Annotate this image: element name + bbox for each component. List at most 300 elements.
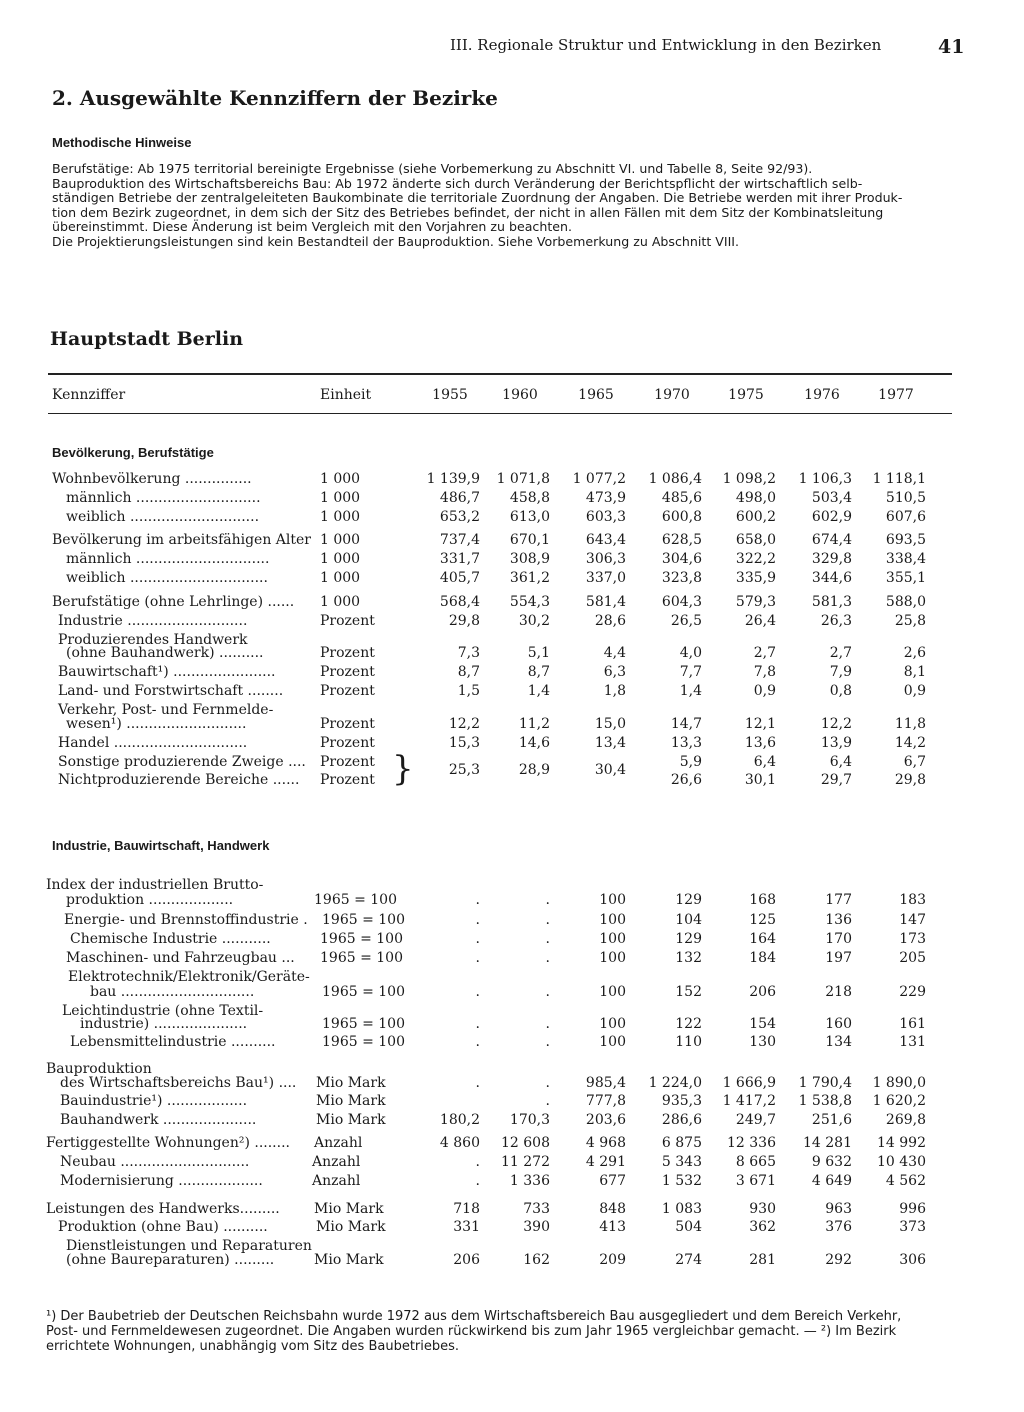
merged-value: 30,4 [594,762,626,778]
row-value: 100 [599,1034,626,1050]
row-value: . [545,950,550,966]
row-value: 206 [749,984,776,1000]
row-value: 29,8 [448,613,480,629]
row-value: 1 118,1 [872,471,926,487]
table-row [0,683,1024,701]
methods-line: ständigen Betriebe der zentralgeleiteten Baukombinate die territoriale Zuordnung der Angaben. Die Betriebe werden mit ihrer Produk- [52,190,903,206]
row-value: 1 139,9 [426,471,480,487]
row-value: 2,7 [829,645,852,661]
row-value: 1 077,2 [572,471,626,487]
row-unit: 1 000 [320,551,361,567]
row-value: 306,3 [585,551,626,567]
row-value: 588,0 [885,594,926,610]
row-value: 205 [899,950,926,966]
header-year: 1976 [804,387,840,403]
row-value: . [545,931,550,947]
row-value: 985,4 [585,1075,626,1091]
row-value: 25,8 [894,613,926,629]
section-heading: Bevölkerung, Berufstätige [52,445,214,460]
table-row [0,1154,1024,1172]
merged-value: 28,9 [518,762,550,778]
row-value: 996 [899,1201,926,1217]
row-value: 737,4 [439,532,480,548]
row-unit: 1965 = 100 [322,912,405,928]
table-row [0,490,1024,508]
row-value: 390 [523,1219,550,1235]
row-value: 1 666,9 [722,1075,776,1091]
row-label: bau .............................. [90,984,255,1000]
row-label: Nichtproduzierende Bereiche ...... [58,772,300,788]
table-row [0,931,1024,949]
row-value: 286,6 [661,1112,702,1128]
row-value: 13,3 [670,735,702,751]
row-unit: Prozent [320,754,375,770]
header-year: 1965 [578,387,614,403]
table-row [0,735,1024,753]
row-value: 125 [749,912,776,928]
row-value: 1 417,2 [722,1093,776,1109]
row-value: 8 665 [735,1154,776,1170]
row-value: 203,6 [585,1112,626,1128]
row-value: 613,0 [509,509,550,525]
row-value: 209 [599,1252,626,1268]
table-row [0,1219,1024,1237]
header-year: 1955 [432,387,468,403]
row-value: 164 [749,931,776,947]
row-value: 628,5 [661,532,702,548]
row-value: 693,5 [885,532,926,548]
row-value: 1 086,4 [648,471,702,487]
table-top-rule [48,373,952,375]
row-value: 110 [675,1034,702,1050]
row-value: 12,2 [820,716,852,732]
row-label: Lebensmittelindustrie .......... [70,1034,276,1050]
row-value: 6,7 [903,754,926,770]
row-value: 337,0 [585,570,626,586]
row-value: 658,0 [735,532,776,548]
table-row [0,471,1024,489]
row-value: 604,3 [661,594,702,610]
row-value: 134 [825,1034,852,1050]
brace-glyph: } [392,749,414,789]
methods-line: Die Projektierungsleistungen sind kein Bestandteil der Bauproduktion. Siehe Vorbemerkung zu Abschnitt VIII. [52,233,740,249]
row-value: 4,0 [679,645,702,661]
row-value: 674,4 [811,532,852,548]
row-value: . [545,984,550,1000]
row-unit: 1965 = 100 [320,931,403,947]
row-value: 603,3 [585,509,626,525]
row-value: 1,4 [679,683,702,699]
table-row [0,532,1024,550]
row-label: Bauindustrie¹) .................. [60,1093,248,1109]
row-value: 147 [899,912,926,928]
row-value: 173 [899,931,926,947]
row-value: 162 [523,1252,550,1268]
table-row [0,613,1024,631]
row-value: 15,3 [448,735,480,751]
row-value: 308,9 [509,551,550,567]
row-label: Verkehr, Post- und Fernmelde- [58,702,274,718]
row-value: 1 336 [509,1173,550,1189]
row-value: 183 [899,892,926,908]
row-label: Produzierendes Handwerk [58,632,248,648]
row-value: 8,7 [457,664,480,680]
row-value: 15,0 [594,716,626,732]
row-value: 130 [749,1034,776,1050]
row-label: Land- und Forstwirtschaft ........ [58,683,284,699]
row-value: 180,2 [439,1112,480,1128]
row-value: 2,7 [753,645,776,661]
row-value: 1 098,2 [722,471,776,487]
row-value: 129 [675,931,702,947]
row-value: 607,6 [885,509,926,525]
row-value: 338,4 [885,551,926,567]
row-value: . [475,1173,480,1189]
row-value: 177 [825,892,852,908]
table-row [0,551,1024,569]
row-value: 653,2 [439,509,480,525]
row-value: 30,1 [744,772,776,788]
row-unit: Prozent [320,772,375,788]
row-unit: Anzahl [314,1135,363,1151]
row-value: 848 [599,1201,626,1217]
page-number: 41 [938,36,965,58]
row-unit: 1 000 [320,532,361,548]
row-value: 602,9 [811,509,852,525]
table-row [0,509,1024,527]
row-value: 458,8 [509,490,550,506]
row-value: 14,7 [670,716,702,732]
row-value: 306 [899,1252,926,1268]
row-value: 568,4 [439,594,480,610]
row-value: 206 [453,1252,480,1268]
row-value: 8,7 [527,664,550,680]
methods-heading: Methodische Hinweise [52,135,192,150]
row-value: . [545,1075,550,1091]
row-unit: Mio Mark [314,1252,384,1268]
row-unit: 1965 = 100 [322,1016,405,1032]
row-value: 13,9 [820,735,852,751]
row-value: 376 [825,1219,852,1235]
row-label: (ohne Bauhandwerk) .......... [66,645,264,661]
row-label: wesen¹) ........................... [66,716,247,732]
methods-line: Bauproduktion des Wirtschaftsbereichs Bau: Ab 1972 änderte sich durch Veränderung der Berichtspflicht der wirtschaftlich selb- [52,175,863,191]
table-row [0,912,1024,930]
row-value: 7,8 [753,664,776,680]
header-year: 1970 [654,387,690,403]
row-label: Bauwirtschaft¹) ....................... [58,664,276,680]
section-title: 2. Ausgewählte Kennziffern der Bezirke [52,86,498,110]
row-label: (ohne Baureparaturen) ......... [66,1252,275,1268]
row-unit: 1 000 [320,594,361,610]
row-value: . [475,912,480,928]
row-label: Leichtindustrie (ohne Textil- [62,1003,264,1019]
row-label: männlich ............................ [66,490,261,506]
row-value: 12,1 [744,716,776,732]
row-value: 503,4 [811,490,852,506]
row-label: produktion ................... [66,892,234,908]
row-value: 281 [749,1252,776,1268]
row-value: 1,4 [527,683,550,699]
row-value: 5 343 [661,1154,702,1170]
row-value: 5,1 [527,645,550,661]
row-value: 1 532 [661,1173,702,1189]
row-value: 122 [675,1016,702,1032]
row-unit: Mio Mark [316,1093,386,1109]
row-unit: 1965 = 100 [322,1034,405,1050]
row-label: des Wirtschaftsbereichs Bau¹) .... [60,1075,297,1091]
row-unit: Mio Mark [314,1201,384,1217]
row-value: 7,7 [679,664,702,680]
row-value: 11,8 [894,716,926,732]
row-unit: Anzahl [312,1154,361,1170]
row-value: 8,1 [903,664,926,680]
table-header-rule [48,413,952,414]
row-value: 304,6 [661,551,702,567]
row-label: Chemische Industrie ........... [70,931,271,947]
row-value: 405,7 [439,570,480,586]
row-value: 473,9 [585,490,626,506]
row-unit: Prozent [320,716,375,732]
footnote-line: ¹) Der Baubetrieb der Deutschen Reichsbahn wurde 1972 aus dem Wirtschaftsbereich Bau ausgegliedert und dem Bereich Verkehr, [46,1309,902,1324]
row-label: Leistungen des Handwerks......... [46,1201,280,1217]
row-value: 249,7 [735,1112,776,1128]
table-row [0,1075,1024,1093]
row-value: . [545,1093,550,1109]
row-value: 14 992 [877,1135,926,1151]
row-value: 197 [825,950,852,966]
row-value: 29,8 [894,772,926,788]
row-value: 322,2 [735,551,776,567]
row-value: 0,9 [903,683,926,699]
merged-value: 25,3 [448,762,480,778]
row-value: 6,4 [829,754,852,770]
row-value: 7,9 [829,664,852,680]
row-value: 292 [825,1252,852,1268]
methods-line: Berufstätige: Ab 1975 territorial bereinigte Ergebnisse (siehe Vorbemerkung zu Abschnitt VI. und Tabelle 8, Seite 92/93). [52,161,813,176]
row-label: Bauproduktion [46,1061,152,1077]
row-value: 670,1 [509,532,550,548]
row-value: 160 [825,1016,852,1032]
row-label: Industrie ........................... [58,613,248,629]
table-row [0,1112,1024,1130]
row-value: 4 968 [585,1135,626,1151]
row-value: 4 291 [585,1154,626,1170]
row-unit: 1 000 [320,490,361,506]
row-label: Energie- und Brennstoffindustrie . [64,912,308,928]
row-value: 600,2 [735,509,776,525]
table-row [0,594,1024,612]
row-value: 9 632 [811,1154,852,1170]
row-value: 1 083 [661,1201,702,1217]
row-value: 1 224,0 [648,1075,702,1091]
row-value: 930 [749,1201,776,1217]
row-value: 323,8 [661,570,702,586]
row-label: Bauhandwerk ..................... [60,1112,257,1128]
row-value: 498,0 [735,490,776,506]
row-value: 554,3 [509,594,550,610]
row-value: 154 [749,1016,776,1032]
row-value: 733 [523,1201,550,1217]
row-value: 14,2 [894,735,926,751]
row-value: 355,1 [885,570,926,586]
row-value: 30,2 [518,613,550,629]
row-unit: Mio Mark [316,1112,386,1128]
row-unit: 1 000 [320,570,361,586]
row-label: Handel .............................. [58,735,248,751]
row-value: . [475,1016,480,1032]
row-value: 1 790,4 [798,1075,852,1091]
row-value: 131 [899,1034,926,1050]
row-value: 777,8 [585,1093,626,1109]
row-unit: Mio Mark [316,1219,386,1235]
row-value: 1 106,3 [798,471,852,487]
row-value: 581,4 [585,594,626,610]
row-value: 6,3 [603,664,626,680]
row-value: 510,5 [885,490,926,506]
row-value: 579,3 [735,594,776,610]
row-value: 26,3 [820,613,852,629]
row-value: 643,4 [585,532,626,548]
row-value: . [545,912,550,928]
row-label: Maschinen- und Fahrzeugbau ... [66,950,295,966]
row-value: 129 [675,892,702,908]
row-value: 100 [599,931,626,947]
row-value: . [545,1016,550,1032]
row-value: 4,4 [603,645,626,661]
row-value: 26,5 [670,613,702,629]
row-value: 100 [599,1016,626,1032]
methods-line: tion dem Bezirk zugeordnet, in dem sich der Sitz des Betriebes befindet, der nicht in allen Fällen mit dem Sitz der Kombinatsleitung [52,204,884,220]
row-unit: Anzahl [312,1173,361,1189]
row-value: 100 [599,984,626,1000]
row-value: 362 [749,1219,776,1235]
region-title: Hauptstadt Berlin [50,328,244,350]
row-value: 413 [599,1219,626,1235]
row-value: 4 860 [439,1135,480,1151]
row-value: 12 336 [727,1135,776,1151]
table-row [0,1173,1024,1191]
row-value: 100 [599,892,626,908]
row-value: 581,3 [811,594,852,610]
row-value: 136 [825,912,852,928]
row-value: 0,9 [753,683,776,699]
row-value: 26,4 [744,613,776,629]
row-value: 373 [899,1219,926,1235]
row-value: 229 [899,984,926,1000]
table-row [0,570,1024,588]
row-label: Elektrotechnik/Elektronik/Geräte- [68,969,310,985]
row-unit: 1 000 [320,509,361,525]
row-value: 1,8 [603,683,626,699]
row-label: industrie) ..................... [80,1016,248,1032]
row-value: . [475,984,480,1000]
row-value: 14 281 [803,1135,852,1151]
row-value: 1 538,8 [798,1093,852,1109]
row-value: . [475,931,480,947]
table-row [0,645,1024,663]
row-value: 170,3 [509,1112,550,1128]
table-row [0,1201,1024,1219]
header-year: 1960 [502,387,538,403]
row-label: weiblich ............................. [66,509,260,525]
row-value: 100 [599,950,626,966]
row-label: Produktion (ohne Bau) .......... [58,1219,268,1235]
row-value: 344,6 [811,570,852,586]
footnote [46,1309,964,1354]
row-value: 168 [749,892,776,908]
row-unit: Prozent [320,683,375,699]
row-value: . [545,1034,550,1050]
row-unit: 1965 = 100 [320,950,403,966]
row-label: Fertiggestellte Wohnungen²) ........ [46,1135,290,1151]
row-value: 1,5 [457,683,480,699]
row-value: 28,6 [594,613,626,629]
row-value: 1 620,2 [872,1093,926,1109]
row-value: 4 649 [811,1173,852,1189]
row-value: 5,9 [679,754,702,770]
row-unit: 1965 = 100 [322,984,405,1000]
header-einheit: Einheit [320,387,372,403]
row-value: 29,7 [820,772,852,788]
table-row [0,1034,1024,1052]
row-value: 12,2 [448,716,480,732]
row-value: 218 [825,984,852,1000]
row-value: 269,8 [885,1112,926,1128]
row-value: . [475,1034,480,1050]
row-value: . [545,892,550,908]
row-value: 132 [675,950,702,966]
row-value: 331,7 [439,551,480,567]
row-label: Sonstige produzierende Zweige .... [58,754,306,770]
row-value: 13,4 [594,735,626,751]
methods-line: übereinstimmt. Diese Änderung ist beim Vergleich mit den Vorjahren zu beachten. [52,219,572,235]
row-value: 251,6 [811,1112,852,1128]
row-value: 184 [749,950,776,966]
row-label: Wohnbevölkerung ............... [52,471,252,487]
table-row [0,1093,1024,1111]
row-value: . [475,892,480,908]
row-value: 7,3 [457,645,480,661]
table-row [0,892,1024,910]
row-value: 600,8 [661,509,702,525]
table-row [0,716,1024,734]
row-unit: Prozent [320,664,375,680]
row-label: weiblich ............................... [66,570,268,586]
row-value: 11,2 [518,716,550,732]
row-value: 0,8 [829,683,852,699]
row-value: 161 [899,1016,926,1032]
table-row [0,1016,1024,1034]
row-value: 331 [453,1219,480,1235]
header-year: 1977 [878,387,914,403]
row-value: 104 [675,912,702,928]
row-value: 6,4 [753,754,776,770]
table-row [0,950,1024,968]
row-label: Index der industriellen Brutto- [46,877,264,893]
row-value: . [475,1075,480,1091]
row-value: 14,6 [518,735,550,751]
row-value: 26,6 [670,772,702,788]
row-label: Dienstleistungen und Reparaturen [66,1238,312,1254]
row-unit: Mio Mark [316,1075,386,1091]
running-head: III. Regionale Struktur und Entwicklung in den Bezirken [450,36,882,54]
methods-body [52,162,962,250]
row-value: 677 [599,1173,626,1189]
row-value: 718 [453,1201,480,1217]
row-value: 485,6 [661,490,702,506]
row-value: 1 071,8 [496,471,550,487]
